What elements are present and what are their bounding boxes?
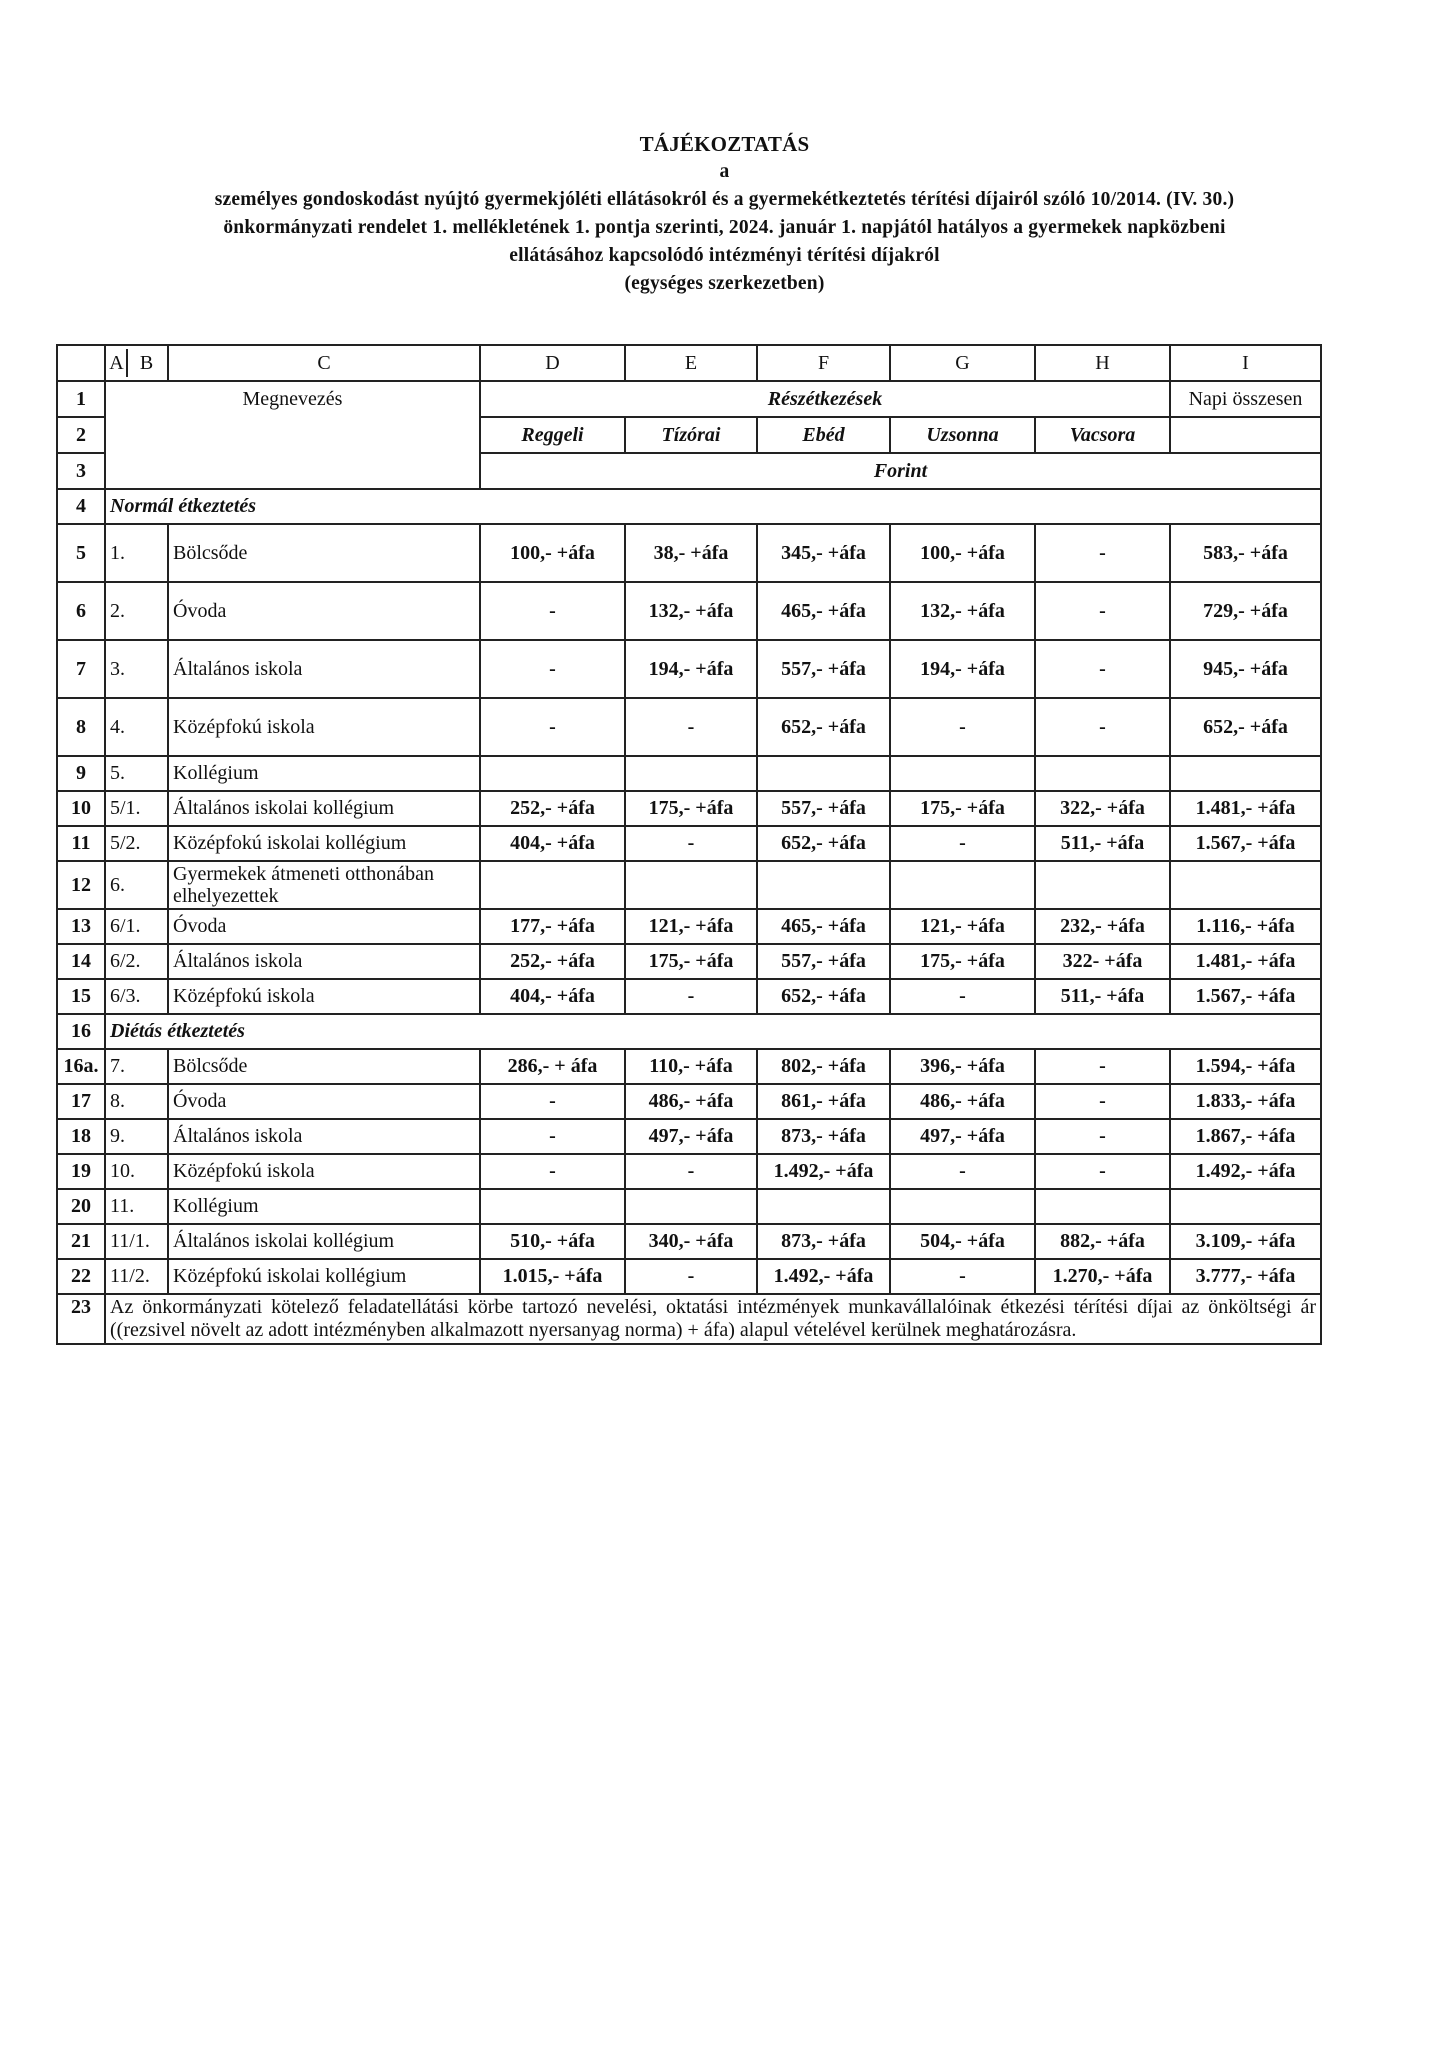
- row-name: Középfokú iskola: [168, 979, 480, 1014]
- value-tizorai: [625, 756, 757, 791]
- document-title: TÁJÉKOZTATÁS: [639, 132, 810, 156]
- value-reggeli: 252,- +áfa: [480, 944, 625, 979]
- value-tizorai: 497,- +áfa: [625, 1119, 757, 1154]
- value-tizorai: 175,- +áfa: [625, 791, 757, 826]
- row-number: 17: [57, 1084, 105, 1119]
- section-row: [57, 1014, 1321, 1049]
- table-row: [57, 640, 1321, 698]
- row-number: 11: [57, 826, 105, 861]
- reszetkezesek-header: Részétkezések: [480, 381, 1170, 417]
- row-number: 19: [57, 1154, 105, 1189]
- value-tizorai: -: [625, 698, 757, 756]
- value-vacsora: 232,- +áfa: [1035, 909, 1170, 944]
- row-code: 9.: [105, 1119, 168, 1154]
- row-name: Középfokú iskolai kollégium: [168, 826, 480, 861]
- value-ebed: 1.492,- +áfa: [757, 1259, 890, 1294]
- section-row: [57, 489, 1321, 524]
- section-title: Normál étkeztetés: [105, 489, 1321, 524]
- empty-cell: [1170, 417, 1321, 453]
- col-letter-i: I: [1170, 345, 1321, 381]
- row-number: 10: [57, 791, 105, 826]
- value-ebed: 652,- +áfa: [757, 698, 890, 756]
- col-letter-d: D: [480, 345, 625, 381]
- row-code: 11.: [105, 1189, 168, 1224]
- value-reggeli: [480, 861, 625, 909]
- fee-table: [56, 344, 1322, 1345]
- section-title: Diétás étkeztetés: [105, 1014, 1321, 1049]
- row-name: Középfokú iskola: [168, 698, 480, 756]
- value-napi-osszesen: 1.481,- +áfa: [1170, 944, 1321, 979]
- value-reggeli: -: [480, 1154, 625, 1189]
- table-row: [57, 698, 1321, 756]
- value-ebed: 557,- +áfa: [757, 944, 890, 979]
- value-napi-osszesen: 945,- +áfa: [1170, 640, 1321, 698]
- value-uzsonna: -: [890, 1259, 1035, 1294]
- value-tizorai: 132,- +áfa: [625, 582, 757, 640]
- value-vacsora: -: [1035, 524, 1170, 582]
- row-name: Gyermekek átmeneti otthonában elhelyezettek: [168, 861, 480, 909]
- table-row: [57, 1259, 1321, 1294]
- meal-header-uzsonna: Uzsonna: [890, 417, 1035, 453]
- value-reggeli: 177,- +áfa: [480, 909, 625, 944]
- table-row: [57, 1154, 1321, 1189]
- row-name: Általános iskola: [168, 1119, 480, 1154]
- value-ebed: 652,- +áfa: [757, 826, 890, 861]
- footnote-row: [57, 1294, 1321, 1344]
- footnote-text: Az önkormányzati kötelező feladatellátási körbe tartozó nevelési, oktatási intézmények munkavállalóinak étkezési térítési díjai az önköltségi ár ((rezsivel növelt az adott intézményben alkalmazott nyersanyag norma) + áfa) alapul vételével kerülnek meghatározásra.: [105, 1294, 1321, 1344]
- value-ebed: 465,- +áfa: [757, 582, 890, 640]
- value-napi-osszesen: [1170, 861, 1321, 909]
- meal-header-tizorai: Tízórai: [625, 417, 757, 453]
- col-letter-h: H: [1035, 345, 1170, 381]
- value-reggeli: 252,- +áfa: [480, 791, 625, 826]
- row-number: 5: [57, 524, 105, 582]
- value-uzsonna: 497,- +áfa: [890, 1119, 1035, 1154]
- col-letter-b: B: [139, 352, 154, 374]
- corner-cell: [57, 345, 105, 381]
- value-ebed: 652,- +áfa: [757, 979, 890, 1014]
- meal-header-reggeli: Reggeli: [480, 417, 625, 453]
- value-napi-osszesen: 1.833,- +áfa: [1170, 1084, 1321, 1119]
- value-vacsora: 511,- +áfa: [1035, 979, 1170, 1014]
- row-number: 4: [57, 489, 105, 524]
- row-name: Bölcsőde: [168, 524, 480, 582]
- value-tizorai: 110,- +áfa: [625, 1049, 757, 1084]
- row-name: Óvoda: [168, 582, 480, 640]
- value-uzsonna: 194,- +áfa: [890, 640, 1035, 698]
- value-tizorai: [625, 861, 757, 909]
- table-row: [57, 1189, 1321, 1224]
- value-reggeli: 404,- +áfa: [480, 979, 625, 1014]
- value-ebed: 873,- +áfa: [757, 1119, 890, 1154]
- value-vacsora: -: [1035, 1119, 1170, 1154]
- row-name: Általános iskola: [168, 640, 480, 698]
- value-uzsonna: 504,- +áfa: [890, 1224, 1035, 1259]
- table-row: [57, 582, 1321, 640]
- value-vacsora: -: [1035, 698, 1170, 756]
- value-uzsonna: -: [890, 698, 1035, 756]
- table-row: [57, 1084, 1321, 1119]
- row-number: 23: [57, 1294, 105, 1344]
- row-code: 11/1.: [105, 1224, 168, 1259]
- value-reggeli: -: [480, 640, 625, 698]
- value-ebed: 557,- +áfa: [757, 640, 890, 698]
- value-napi-osszesen: 1.567,- +áfa: [1170, 826, 1321, 861]
- row-code: 3.: [105, 640, 168, 698]
- value-napi-osszesen: 1.594,- +áfa: [1170, 1049, 1321, 1084]
- value-napi-osszesen: 3.777,- +áfa: [1170, 1259, 1321, 1294]
- value-vacsora: -: [1035, 1154, 1170, 1189]
- value-ebed: 345,- +áfa: [757, 524, 890, 582]
- row-number: 22: [57, 1259, 105, 1294]
- row-name: Óvoda: [168, 1084, 480, 1119]
- row-name: Kollégium: [168, 1189, 480, 1224]
- row-code: 6/3.: [105, 979, 168, 1014]
- value-ebed: 861,- +áfa: [757, 1084, 890, 1119]
- row-name: Középfokú iskola: [168, 1154, 480, 1189]
- value-napi-osszesen: [1170, 1189, 1321, 1224]
- value-vacsora: -: [1035, 1084, 1170, 1119]
- row-code: 6/1.: [105, 909, 168, 944]
- row-code: 7.: [105, 1049, 168, 1084]
- value-uzsonna: 175,- +áfa: [890, 791, 1035, 826]
- value-ebed: 873,- +áfa: [757, 1224, 890, 1259]
- table-row: [57, 791, 1321, 826]
- value-ebed: 557,- +áfa: [757, 791, 890, 826]
- table-row: [57, 826, 1321, 861]
- col-letter-g: G: [890, 345, 1035, 381]
- header-row-1: [57, 381, 1321, 417]
- row-code: 5/2.: [105, 826, 168, 861]
- col-letter-ab: [105, 345, 168, 381]
- value-napi-osszesen: 1.492,- +áfa: [1170, 1154, 1321, 1189]
- row-number: 9: [57, 756, 105, 791]
- row-code: 6.: [105, 861, 168, 909]
- table-row: [57, 944, 1321, 979]
- value-tizorai: 486,- +áfa: [625, 1084, 757, 1119]
- value-napi-osszesen: 1.867,- +áfa: [1170, 1119, 1321, 1154]
- column-letter-row: [57, 345, 1321, 381]
- value-tizorai: 340,- +áfa: [625, 1224, 757, 1259]
- napi-osszesen-header: Napi összesen: [1170, 381, 1321, 417]
- value-tizorai: 38,- +áfa: [625, 524, 757, 582]
- row-name: Általános iskolai kollégium: [168, 1224, 480, 1259]
- value-uzsonna: 100,- +áfa: [890, 524, 1035, 582]
- value-vacsora: 322,- +áfa: [1035, 791, 1170, 826]
- value-napi-osszesen: 1.567,- +áfa: [1170, 979, 1321, 1014]
- row-name: Bölcsőde: [168, 1049, 480, 1084]
- row-number: 20: [57, 1189, 105, 1224]
- value-reggeli: -: [480, 582, 625, 640]
- col-letter-e: E: [625, 345, 757, 381]
- row-name: Általános iskola: [168, 944, 480, 979]
- row-number: 1: [57, 381, 105, 417]
- value-vacsora: 1.270,- +áfa: [1035, 1259, 1170, 1294]
- value-reggeli: 100,- +áfa: [480, 524, 625, 582]
- row-number: 16: [57, 1014, 105, 1049]
- row-code: 5/1.: [105, 791, 168, 826]
- value-ebed: [757, 756, 890, 791]
- value-vacsora: -: [1035, 640, 1170, 698]
- row-name: Óvoda: [168, 909, 480, 944]
- row-number: 16a.: [57, 1049, 105, 1084]
- row-number: 12: [57, 861, 105, 909]
- row-number: 3: [57, 453, 105, 489]
- value-ebed: [757, 1189, 890, 1224]
- value-ebed: 465,- +áfa: [757, 909, 890, 944]
- value-reggeli: 286,- + áfa: [480, 1049, 625, 1084]
- value-uzsonna: 396,- +áfa: [890, 1049, 1035, 1084]
- value-napi-osszesen: 1.481,- +áfa: [1170, 791, 1321, 826]
- value-vacsora: -: [1035, 582, 1170, 640]
- value-vacsora: 322- +áfa: [1035, 944, 1170, 979]
- value-vacsora: -: [1035, 1049, 1170, 1084]
- value-reggeli: 510,- +áfa: [480, 1224, 625, 1259]
- header-line-2: önkormányzati rendelet 1. mellékletének 1. pontja szerinti, 2024. január 1. napjától hatályos a gyermekek napközbeni: [223, 217, 1226, 238]
- row-number: 8: [57, 698, 105, 756]
- row-number: 21: [57, 1224, 105, 1259]
- value-napi-osszesen: 583,- +áfa: [1170, 524, 1321, 582]
- row-number: 2: [57, 417, 105, 453]
- value-napi-osszesen: 729,- +áfa: [1170, 582, 1321, 640]
- col-letter-f: F: [757, 345, 890, 381]
- value-tizorai: -: [625, 826, 757, 861]
- value-tizorai: 121,- +áfa: [625, 909, 757, 944]
- value-ebed: 1.492,- +áfa: [757, 1154, 890, 1189]
- table-row: [57, 524, 1321, 582]
- row-code: 5.: [105, 756, 168, 791]
- value-uzsonna: 132,- +áfa: [890, 582, 1035, 640]
- value-reggeli: -: [480, 1084, 625, 1119]
- value-vacsora: 882,- +áfa: [1035, 1224, 1170, 1259]
- table-row: [57, 1224, 1321, 1259]
- value-reggeli: -: [480, 698, 625, 756]
- value-uzsonna: 486,- +áfa: [890, 1084, 1035, 1119]
- value-napi-osszesen: [1170, 756, 1321, 791]
- value-tizorai: -: [625, 1259, 757, 1294]
- table-row: [57, 909, 1321, 944]
- value-napi-osszesen: 1.116,- +áfa: [1170, 909, 1321, 944]
- value-tizorai: -: [625, 979, 757, 1014]
- header-line-a: a: [719, 161, 730, 182]
- value-ebed: 802,- +áfa: [757, 1049, 890, 1084]
- value-vacsora: [1035, 756, 1170, 791]
- row-name: Középfokú iskolai kollégium: [168, 1259, 480, 1294]
- row-number: 14: [57, 944, 105, 979]
- value-reggeli: [480, 1189, 625, 1224]
- row-number: 7: [57, 640, 105, 698]
- megnevezes-header: Megnevezés: [105, 381, 480, 489]
- col-letter-a: A: [108, 349, 128, 377]
- value-tizorai: 194,- +áfa: [625, 640, 757, 698]
- row-code: 11/2.: [105, 1259, 168, 1294]
- forint-header: Forint: [480, 453, 1321, 489]
- value-vacsora: [1035, 861, 1170, 909]
- table-row: [57, 1049, 1321, 1084]
- value-uzsonna: [890, 861, 1035, 909]
- row-number: 6: [57, 582, 105, 640]
- value-uzsonna: [890, 1189, 1035, 1224]
- table-row: [57, 756, 1321, 791]
- value-uzsonna: [890, 756, 1035, 791]
- value-vacsora: [1035, 1189, 1170, 1224]
- header-line-4: (egységes szerkezetben): [624, 273, 825, 294]
- row-code: 4.: [105, 698, 168, 756]
- header-line-3: ellátásához kapcsolódó intézményi térítési díjakról: [509, 245, 940, 266]
- value-napi-osszesen: 652,- +áfa: [1170, 698, 1321, 756]
- value-uzsonna: 175,- +áfa: [890, 944, 1035, 979]
- meal-header-ebed: Ebéd: [757, 417, 890, 453]
- row-code: 2.: [105, 582, 168, 640]
- value-reggeli: 404,- +áfa: [480, 826, 625, 861]
- table-row: [57, 861, 1321, 909]
- row-number: 13: [57, 909, 105, 944]
- col-letter-c: C: [168, 345, 480, 381]
- row-code: 10.: [105, 1154, 168, 1189]
- value-uzsonna: -: [890, 1154, 1035, 1189]
- value-uzsonna: -: [890, 979, 1035, 1014]
- value-uzsonna: -: [890, 826, 1035, 861]
- value-uzsonna: 121,- +áfa: [890, 909, 1035, 944]
- value-tizorai: -: [625, 1154, 757, 1189]
- value-tizorai: [625, 1189, 757, 1224]
- table-row: [57, 1119, 1321, 1154]
- value-reggeli: 1.015,- +áfa: [480, 1259, 625, 1294]
- row-name: Általános iskolai kollégium: [168, 791, 480, 826]
- value-napi-osszesen: 3.109,- +áfa: [1170, 1224, 1321, 1259]
- header-line-1: személyes gondoskodást nyújtó gyermekjóléti ellátásokról és a gyermekétkeztetés térítési díjairól szóló 10/2014. (IV. 30.): [214, 189, 1235, 210]
- row-number: 18: [57, 1119, 105, 1154]
- value-tizorai: 175,- +áfa: [625, 944, 757, 979]
- row-code: 8.: [105, 1084, 168, 1119]
- row-number: 15: [57, 979, 105, 1014]
- document-header: [60, 130, 1389, 298]
- table-row: [57, 979, 1321, 1014]
- meal-header-vacsora: Vacsora: [1035, 417, 1170, 453]
- value-reggeli: -: [480, 1119, 625, 1154]
- row-code: 1.: [105, 524, 168, 582]
- value-vacsora: 511,- +áfa: [1035, 826, 1170, 861]
- value-reggeli: [480, 756, 625, 791]
- row-name: Kollégium: [168, 756, 480, 791]
- value-ebed: [757, 861, 890, 909]
- row-code: 6/2.: [105, 944, 168, 979]
